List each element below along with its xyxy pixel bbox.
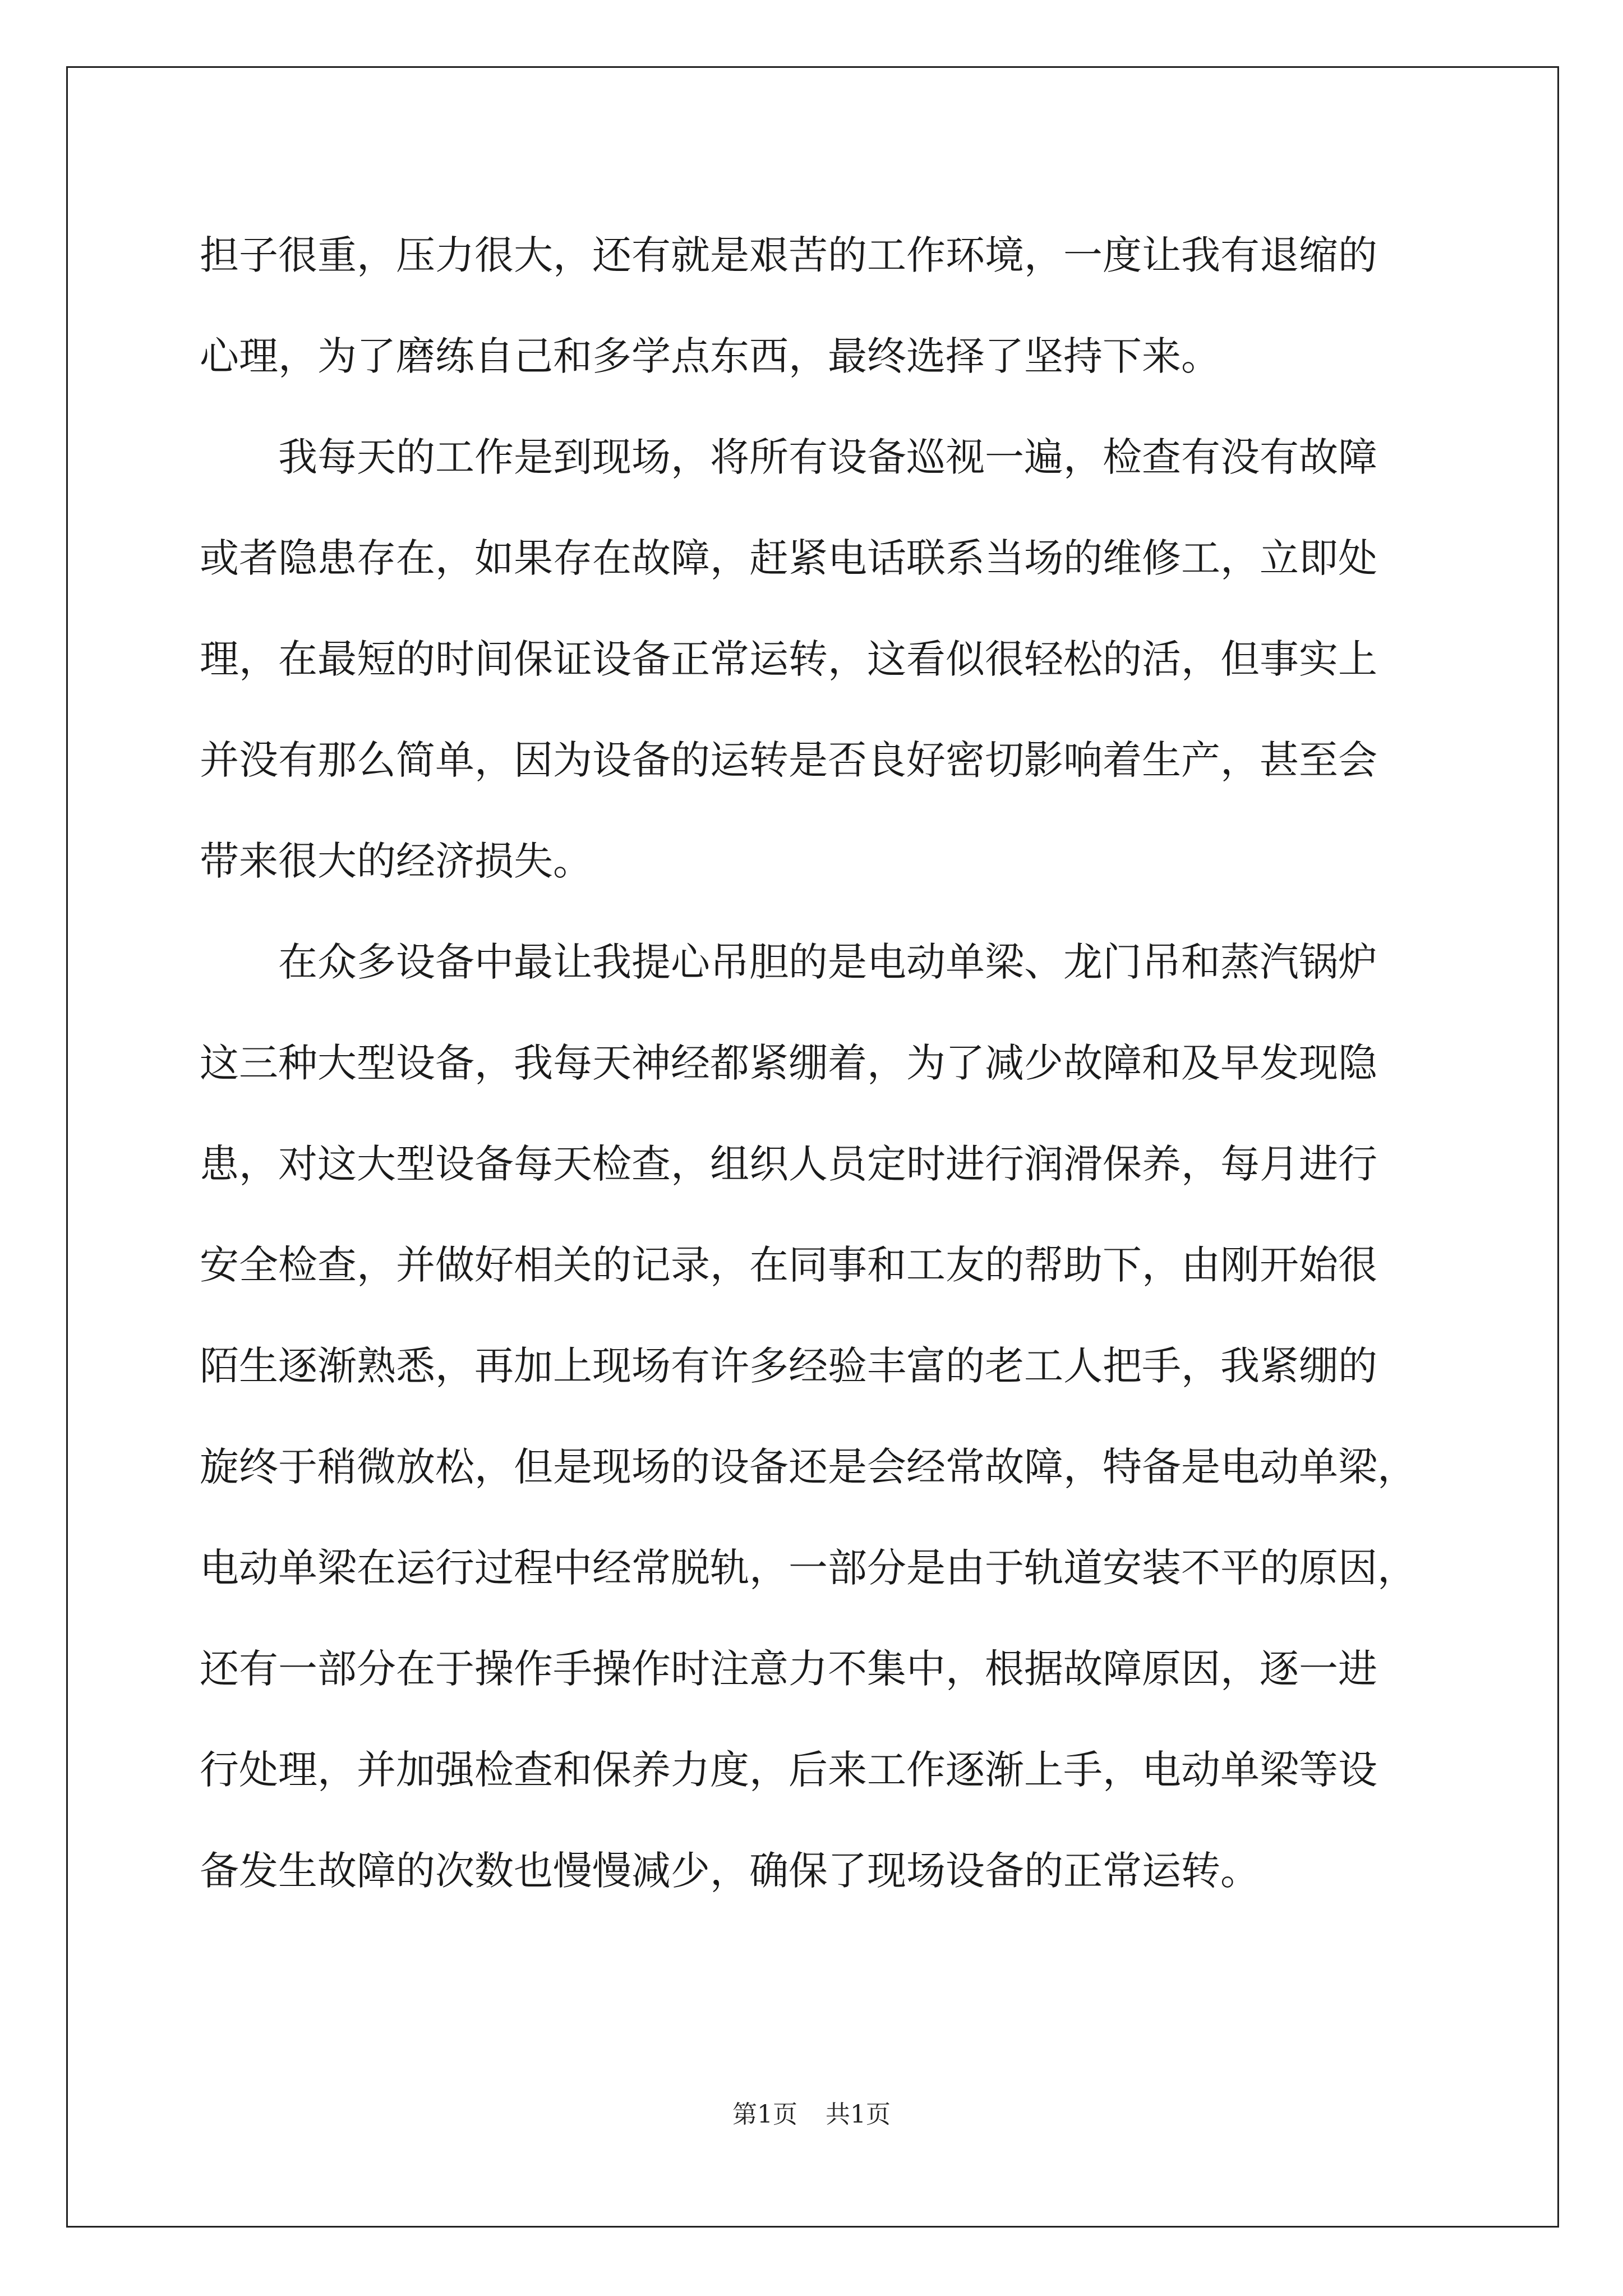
text-line: 带来很大的经济损失。	[200, 838, 592, 884]
text-line: 理，在最短的时间保证设备正常运转，这看似很轻松的活，但事实上	[200, 636, 1377, 682]
text-line: 这三种大型设备，我每天神经都紧绷着，为了减少故障和及早发现隐	[200, 1040, 1377, 1086]
page-number: 第1页	[732, 2100, 797, 2129]
page-total: 共1页	[826, 2100, 891, 2129]
text-line: 陌生逐渐熟悉，再加上现场有许多经验丰富的老工人把手，我紧绷的	[200, 1343, 1377, 1389]
paragraph-start-line: 我每天的工作是到现场，将所有设备巡视一遍，检查有没有故障	[278, 434, 1377, 480]
text-line: 还有一部分在于操作手操作时注意力不集中，根据故障原因，逐一进	[200, 1646, 1377, 1692]
text-line: 心理，为了磨练自己和多学点东西，最终选择了坚持下来。	[200, 333, 1220, 379]
paragraph-start-line: 在众多设备中最让我提心吊胆的是电动单梁、龙门吊和蒸汽锅炉	[278, 939, 1377, 985]
text-line: 电动单梁在运行过程中经常脱轨，一部分是由于轨道安装不平的原因，	[200, 1545, 1417, 1591]
text-line: 行处理，并加强检查和保养力度，后来工作逐渐上手，电动单梁等设	[200, 1747, 1377, 1793]
text-line: 旋终于稍微放松，但是现场的设备还是会经常故障，特备是电动单梁，	[200, 1444, 1417, 1490]
text-line: 患，对这大型设备每天检查，组织人员定时进行润滑保养，每月进行	[200, 1141, 1377, 1187]
text-line: 或者隐患存在，如果存在故障，赶紧电话联系当场的维修工，立即处	[200, 535, 1377, 581]
text-line: 安全检查，并做好相关的记录，在同事和工友的帮助下，由刚开始很	[200, 1242, 1377, 1288]
text-line: 备发生故障的次数也慢慢减少，确保了现场设备的正常运转。	[200, 1848, 1260, 1894]
text-line: 并没有那么简单，因为设备的运转是否良好密切影响着生产，甚至会	[200, 737, 1377, 783]
text-line: 担子很重，压力很大，还有就是艰苦的工作环境，一度让我有退缩的	[200, 232, 1377, 278]
page-footer	[0, 2098, 1623, 2132]
